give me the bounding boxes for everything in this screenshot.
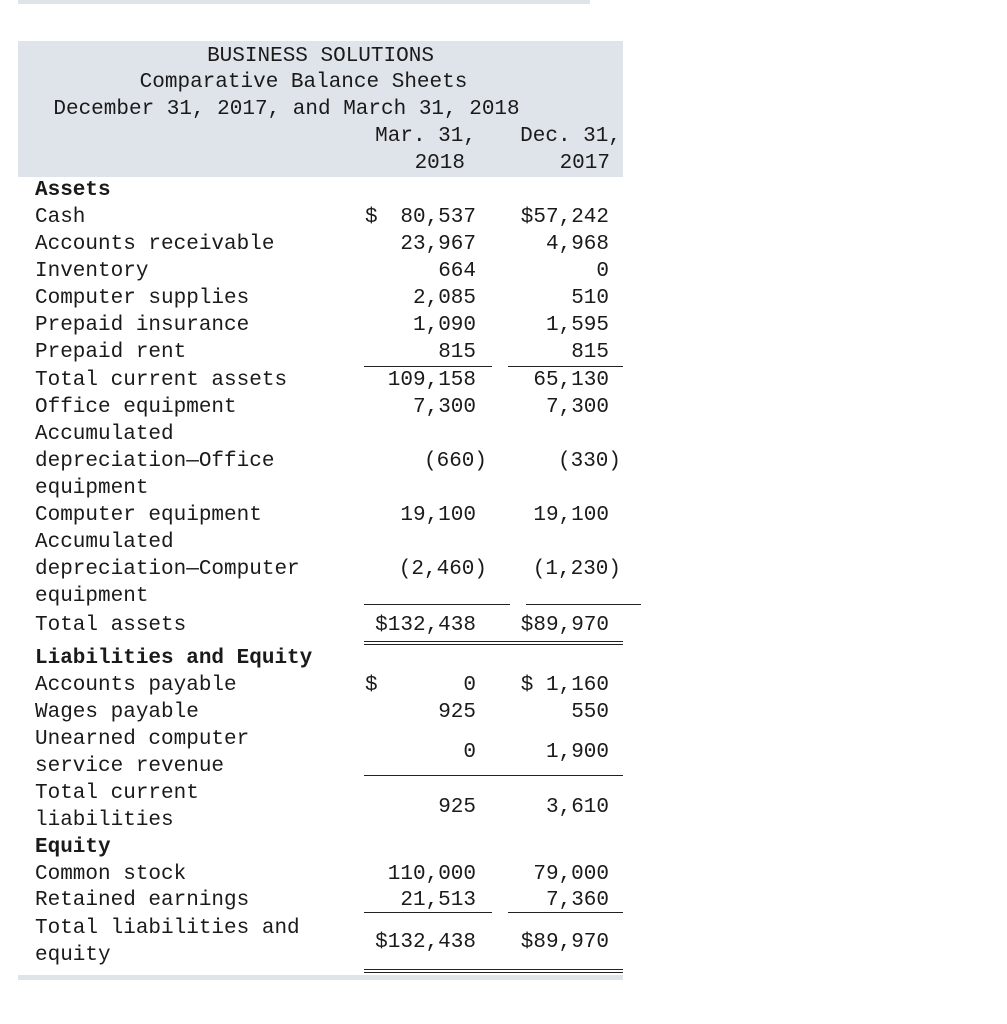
row-label: equity bbox=[35, 944, 111, 967]
row-label: service revenue bbox=[35, 755, 225, 778]
value-mar-2018: 7,300 bbox=[412, 396, 476, 419]
value-dec-2017: 0 bbox=[596, 260, 609, 283]
col2-header-line2: 2017 bbox=[559, 152, 610, 175]
col1-header-line2: 2018 bbox=[414, 152, 465, 175]
value-mar-2018: 1,090 bbox=[412, 314, 476, 337]
row-label: Total current bbox=[35, 782, 199, 805]
value-dec-2017: 815 bbox=[571, 341, 609, 364]
table-body bbox=[18, 177, 623, 977]
table-header bbox=[18, 41, 623, 177]
row-label: depreciation—Office bbox=[35, 450, 275, 473]
value-mar-2018: 0 bbox=[463, 674, 476, 697]
row-label: Retained earnings bbox=[35, 889, 250, 912]
subtotal-rule bbox=[364, 604, 510, 605]
value-mar-2018: 925 bbox=[438, 796, 476, 819]
row-label: Prepaid insurance bbox=[35, 314, 250, 337]
total-double-rule bbox=[508, 641, 623, 645]
subtotal-rule bbox=[508, 912, 623, 913]
top-divider bbox=[18, 0, 590, 4]
subtotal-rule bbox=[526, 604, 641, 605]
value-dec-2017: $89,970 bbox=[520, 931, 609, 954]
value-dec-2017: 19,100 bbox=[533, 504, 609, 527]
row-label: Accumulated bbox=[35, 423, 174, 446]
row-label: Total liabilities and bbox=[35, 917, 300, 940]
statement-title: Comparative Balance Sheets bbox=[139, 71, 468, 94]
value-dec-2017: 4,968 bbox=[545, 233, 609, 256]
value-dec-2017: (330) bbox=[557, 450, 621, 473]
subtotal-rule bbox=[508, 775, 623, 776]
value-mar-2018: $132,438 bbox=[375, 614, 476, 637]
row-label: Computer equipment bbox=[35, 504, 262, 527]
value-dec-2017: 3,610 bbox=[545, 796, 609, 819]
equity-heading: Equity bbox=[35, 836, 111, 859]
value-dec-2017: 510 bbox=[571, 287, 609, 310]
value-dec-2017: (1,230) bbox=[532, 558, 621, 581]
value-dec-2017: 7,360 bbox=[545, 889, 609, 912]
value-dec-2017: 1,595 bbox=[545, 314, 609, 337]
value-mar-2018: (2,460) bbox=[398, 558, 487, 581]
dollar-sign: $ bbox=[365, 206, 378, 229]
row-label: Computer supplies bbox=[35, 287, 250, 310]
total-double-rule bbox=[364, 641, 510, 645]
value-mar-2018: 664 bbox=[438, 260, 476, 283]
statement-period: December 31, 2017, and March 31, 2018 bbox=[53, 98, 520, 121]
row-label: liabilities bbox=[35, 809, 174, 832]
value-mar-2018: 815 bbox=[438, 341, 476, 364]
col2-header-line1: Dec. 31, bbox=[520, 125, 621, 148]
value-dec-2017: 7,300 bbox=[545, 396, 609, 419]
company-name: BUSINESS SOLUTIONS bbox=[207, 45, 434, 68]
value-mar-2018: 109,158 bbox=[387, 369, 476, 392]
value-mar-2018: 0 bbox=[463, 741, 476, 764]
row-label: Unearned computer bbox=[35, 728, 250, 751]
row-label: Common stock bbox=[35, 863, 187, 886]
col1-header-line1: Mar. 31, bbox=[375, 125, 476, 148]
assets-heading: Assets bbox=[35, 179, 111, 202]
value-dec-2017: $ 1,160 bbox=[520, 674, 609, 697]
row-label: Total current assets bbox=[35, 369, 288, 392]
subtotal-rule bbox=[364, 775, 510, 776]
row-label: Total assets bbox=[35, 614, 187, 637]
value-dec-2017: 65,130 bbox=[533, 369, 609, 392]
value-mar-2018: 23,967 bbox=[400, 233, 476, 256]
row-label: equipment bbox=[35, 477, 149, 500]
row-label: Prepaid rent bbox=[35, 341, 187, 364]
row-label: Cash bbox=[35, 206, 86, 229]
value-mar-2018: 80,537 bbox=[400, 206, 476, 229]
value-mar-2018: $132,438 bbox=[375, 931, 476, 954]
subtotal-rule bbox=[364, 912, 492, 913]
value-mar-2018: 21,513 bbox=[400, 889, 476, 912]
value-mar-2018: 19,100 bbox=[400, 504, 476, 527]
total-double-rule bbox=[364, 969, 510, 973]
value-dec-2017: $89,970 bbox=[520, 614, 609, 637]
bottom-divider bbox=[18, 975, 623, 980]
row-label: Wages payable bbox=[35, 701, 199, 724]
row-label: Accounts payable bbox=[35, 674, 237, 697]
row-label: Accumulated bbox=[35, 531, 174, 554]
dollar-sign: $ bbox=[365, 674, 378, 697]
value-dec-2017: 550 bbox=[571, 701, 609, 724]
total-double-rule bbox=[508, 969, 623, 973]
value-dec-2017: 1,900 bbox=[545, 741, 609, 764]
row-label: depreciation—Computer bbox=[35, 558, 300, 581]
row-label: Office equipment bbox=[35, 396, 237, 419]
value-mar-2018: (660) bbox=[423, 450, 487, 473]
value-dec-2017: $57,242 bbox=[520, 206, 609, 229]
row-label: equipment bbox=[35, 585, 149, 608]
value-mar-2018: 925 bbox=[438, 701, 476, 724]
value-dec-2017: 79,000 bbox=[533, 863, 609, 886]
value-mar-2018: 110,000 bbox=[387, 863, 476, 886]
row-label: Accounts receivable bbox=[35, 233, 275, 256]
value-mar-2018: 2,085 bbox=[412, 287, 476, 310]
liabilities-heading: Liabilities and Equity bbox=[35, 647, 313, 670]
balance-sheet-table bbox=[18, 41, 623, 977]
row-label: Inventory bbox=[35, 260, 149, 283]
